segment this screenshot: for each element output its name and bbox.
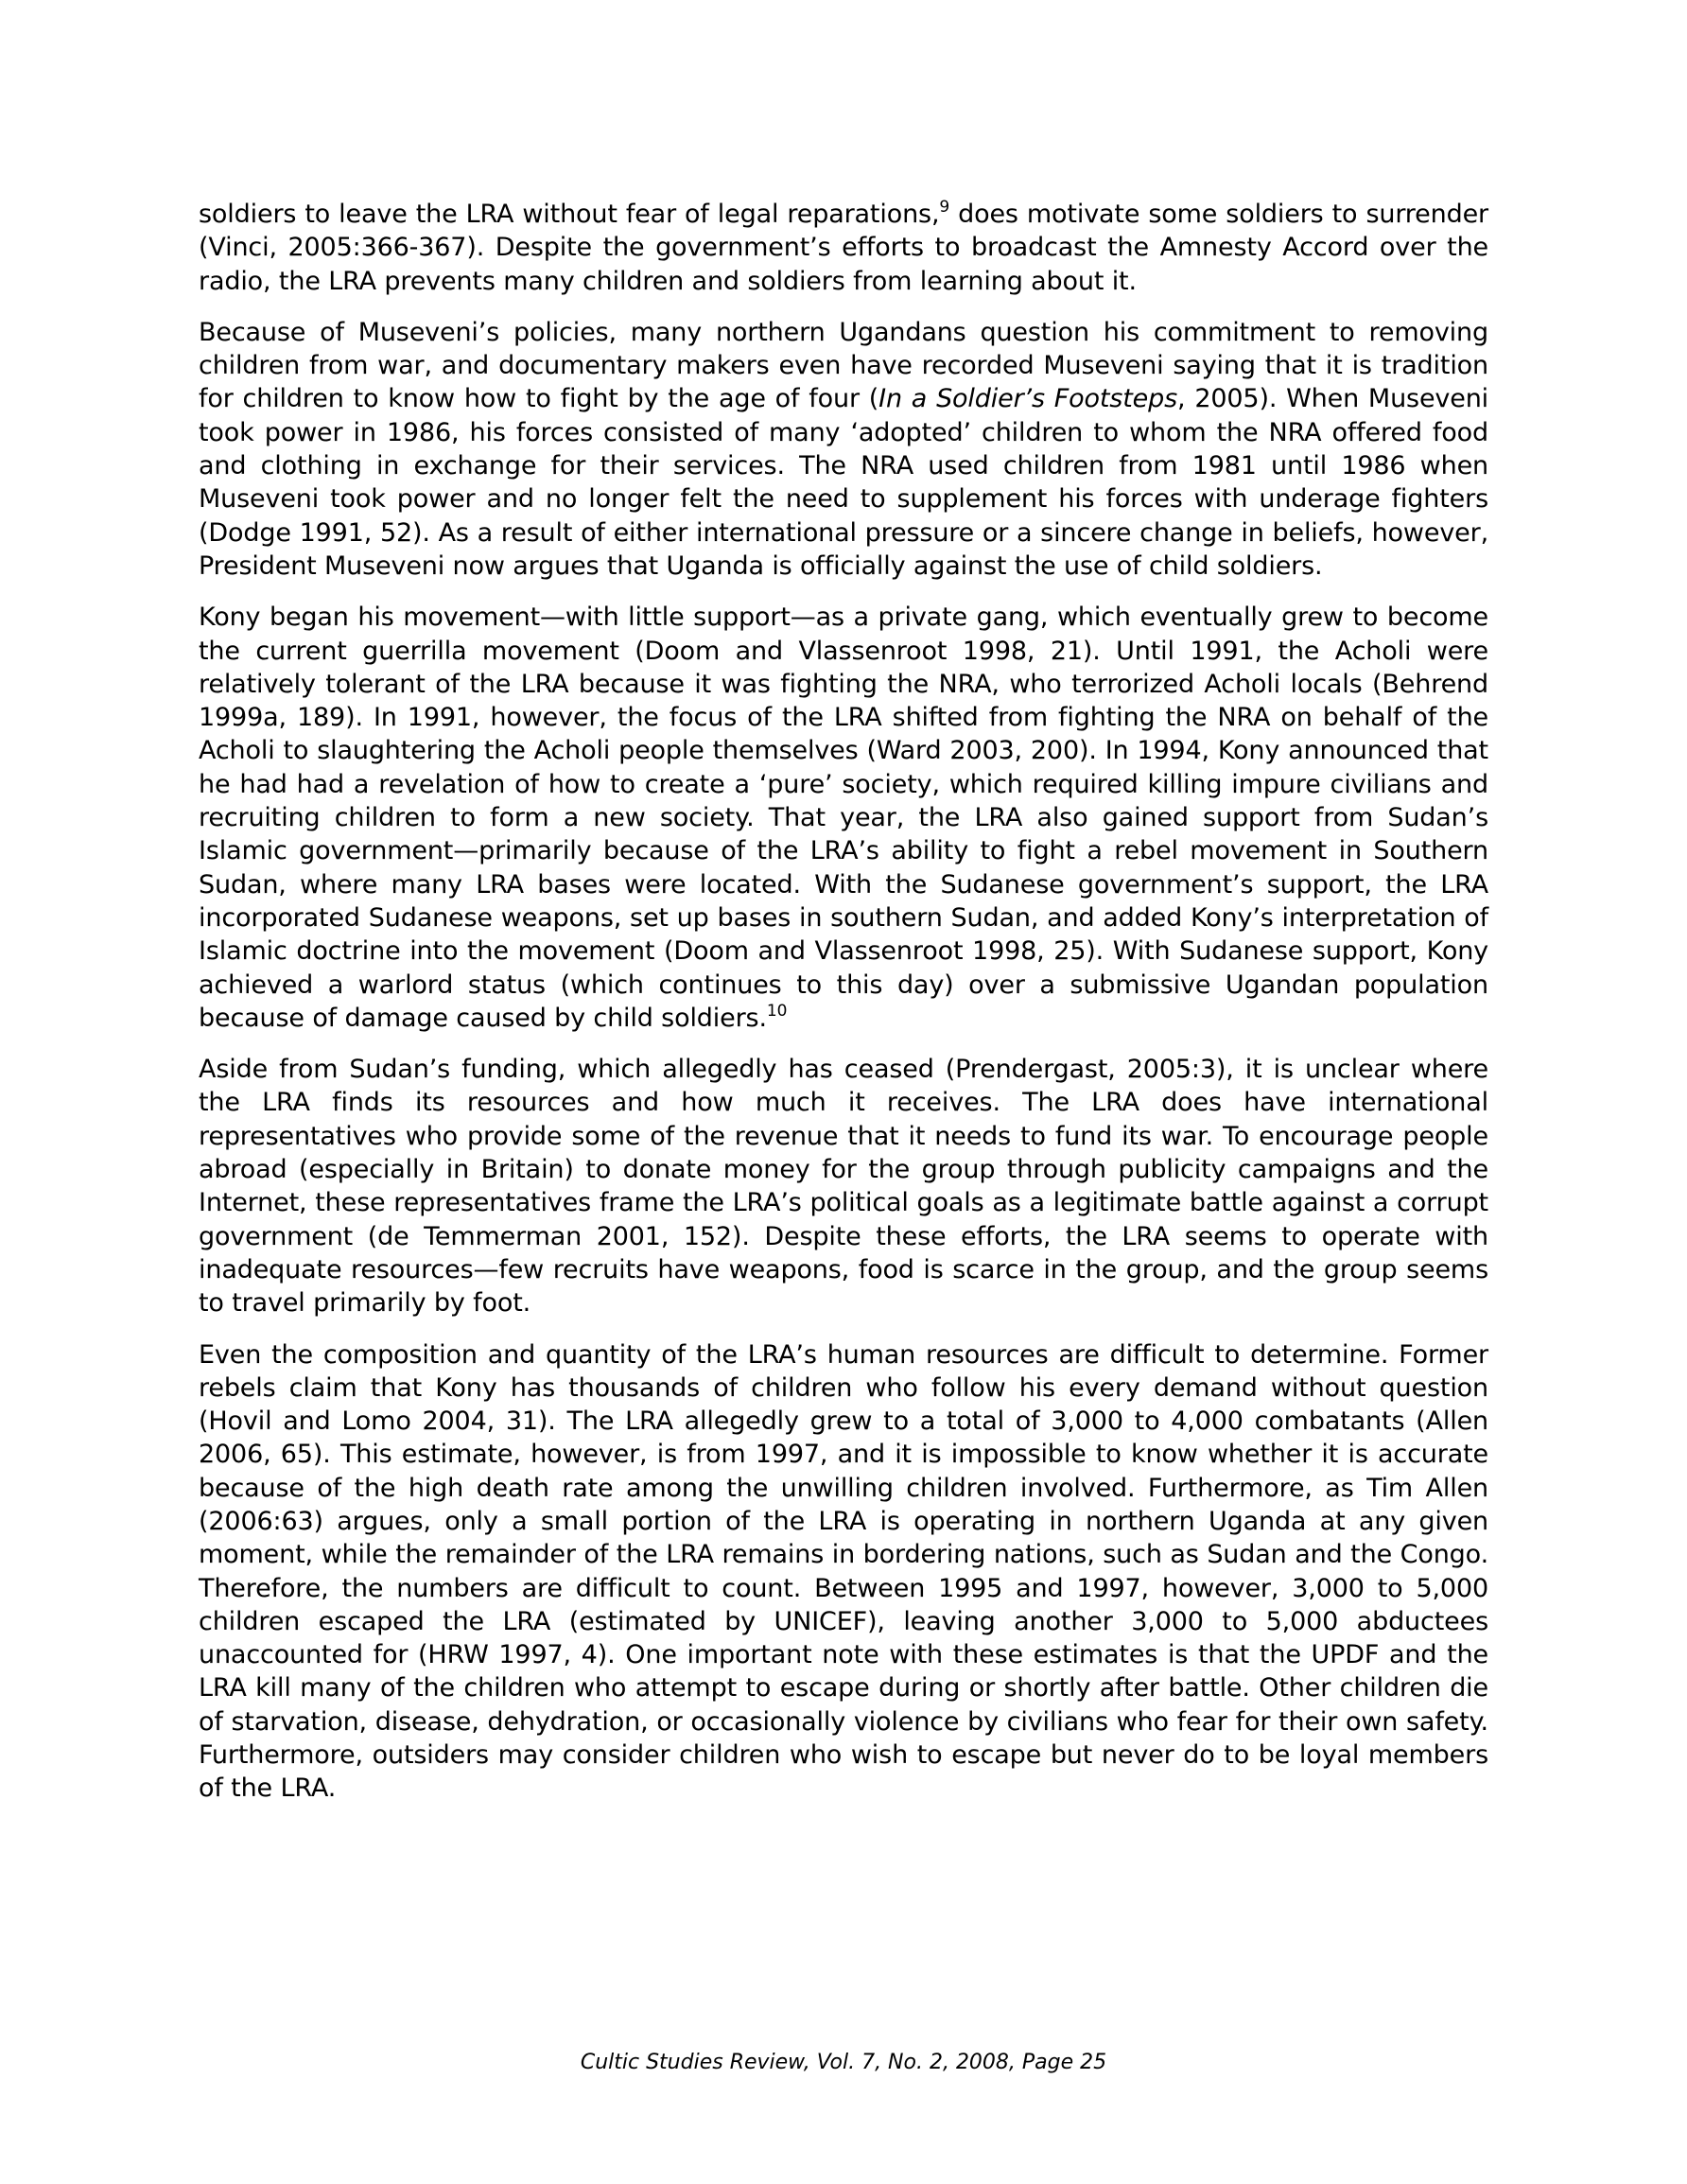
paragraph-text: Kony began his movement—with little support—as a private gang, which eventually grew to become the current guerrilla movement (Doom and Vlassenroot 1998, 21). Until 1991, the Acholi were relatively tolerant of the LRA because it was fighting the NRA, who terrorized Acholi locals (Behrend 1999a, 189). In 1991, however, the focus of the LRA shifted from fighting the NRA on behalf of the Acholi to slaughtering the Acholi people themselves (Ward 2003, 200). In 1994, Kony announced that he had had a revelation of how to create a ‘pure’ society, which required killing impure civilians and recruiting children to form a new society. That year, the LRA also gained support from Sudan’s Islamic government—primarily because of the LRA’s ability to fight a rebel movement in Southern Sudan, where many LRA bases were located. With the Sudanese government’s support, the LRA incorporated Sudanese weapons, set up bases in southern Sudan, and added Kony’s interpretation of Islamic doctrine into the movement (Doom and Vlassenroot 1998, 25). With Sudanese support, Kony achieved a warlord status (which continues to this day) over a submissive Ugandan population because of damage caused by child soldiers. bbox=[199, 603, 1488, 1033]
film-title: In a Soldier’s Footsteps bbox=[878, 384, 1178, 414]
paragraph-2 bbox=[199, 316, 1488, 583]
page-footer: Cultic Studies Review, Vol. 7, No. 2, 2008, Page 25 bbox=[580, 2051, 1107, 2074]
paragraph-text: Aside from Sudan’s funding, which allegedly has ceased (Prendergast, 2005:3), it is unclear where the LRA finds its resources and how much it receives. The LRA does have international representatives who provide some of the revenue that it needs to fund its war. To encourage people abroad (especially in Britain) to donate money for the group through publicity campaigns and the Internet, these representatives frame the LRA’s political goals as a legitimate battle against a corrupt government (de Temmerman 2001, 152). Despite these efforts, the LRA seems to operate with inadequate resources—few recruits have weapons, food is scarce in the group, and the group seems to travel primarily by foot. bbox=[199, 1055, 1488, 1319]
footnote-ref-9[interactable]: 9 bbox=[939, 198, 950, 217]
paragraph-text: does motivate some soldiers to surrender (Vinci, 2005:366-367). Despite the government’s efforts to broadcast the Amnesty Accord over the radio, the LRA prevents many children and soldiers from learning about it. bbox=[199, 200, 1488, 296]
paragraph-text: soldiers to leave the LRA without fear of legal reparations, bbox=[199, 200, 940, 229]
paragraph-3 bbox=[199, 601, 1488, 1035]
footnote-ref-10[interactable]: 10 bbox=[766, 1001, 788, 1021]
paragraph-4 bbox=[199, 1053, 1488, 1319]
paragraph-text: Even the composition and quantity of the LRA’s human resources are difficult to determine. Former rebels claim that Kony has thousands of children who follow his every demand without question (Hovil and Lomo 2004, 31). The LRA allegedly grew to a total of 3,000 to 4,000 combatants (Allen 2006, 65). This estimate, however, is from 1997, and it is impossible to know whether it is accurate because of the high death rate among the unwilling children involved. Furthermore, as Tim Allen (2006:63) argues, only a small portion of the LRA is operating in northern Uganda at any given moment, while the remainder of the LRA remains in bordering nations, such as Sudan and the Congo. Therefore, the numbers are difficult to count. Between 1995 and 1997, however, 3,000 to 5,000 children escaped the LRA (estimated by UNICEF), leaving another 3,000 to 5,000 abductees unaccounted for (HRW 1997, 4). One important note with these estimates is that the UPDF and the LRA kill many of the children who attempt to escape during or shortly after battle. Other children die of starvation, disease, dehydration, or occasionally violence by civilians who fear for their own safety. Furthermore, outsiders may consider children who wish to escape but never do to be loyal members of the LRA. bbox=[199, 1339, 1488, 1804]
paragraph-5 bbox=[199, 1338, 1488, 1806]
paragraph-text: Because of Museveni’s policies, many northern Ugandans question his commitment to removing children from war, and documentary makers even have recorded Museveni saying that it is tradition for children to know how to fight by the age of four ( bbox=[199, 317, 1488, 414]
body-text bbox=[199, 198, 1488, 1806]
paragraph-1 bbox=[199, 198, 1488, 298]
paragraph-text: , 2005). When Museveni took power in 1986, his forces consisted of many ‘adopted’ children to whom the NRA offered food and clothing in exchange for their services. The NRA used children from 1981 until 1986 when Museveni took power and no longer felt the need to supplement his forces with underage fighters (Dodge 1991, 52). As a result of either international pressure or a sincere change in beliefs, however, President Museveni now argues that Uganda is officially against the use of child soldiers. bbox=[199, 384, 1489, 581]
